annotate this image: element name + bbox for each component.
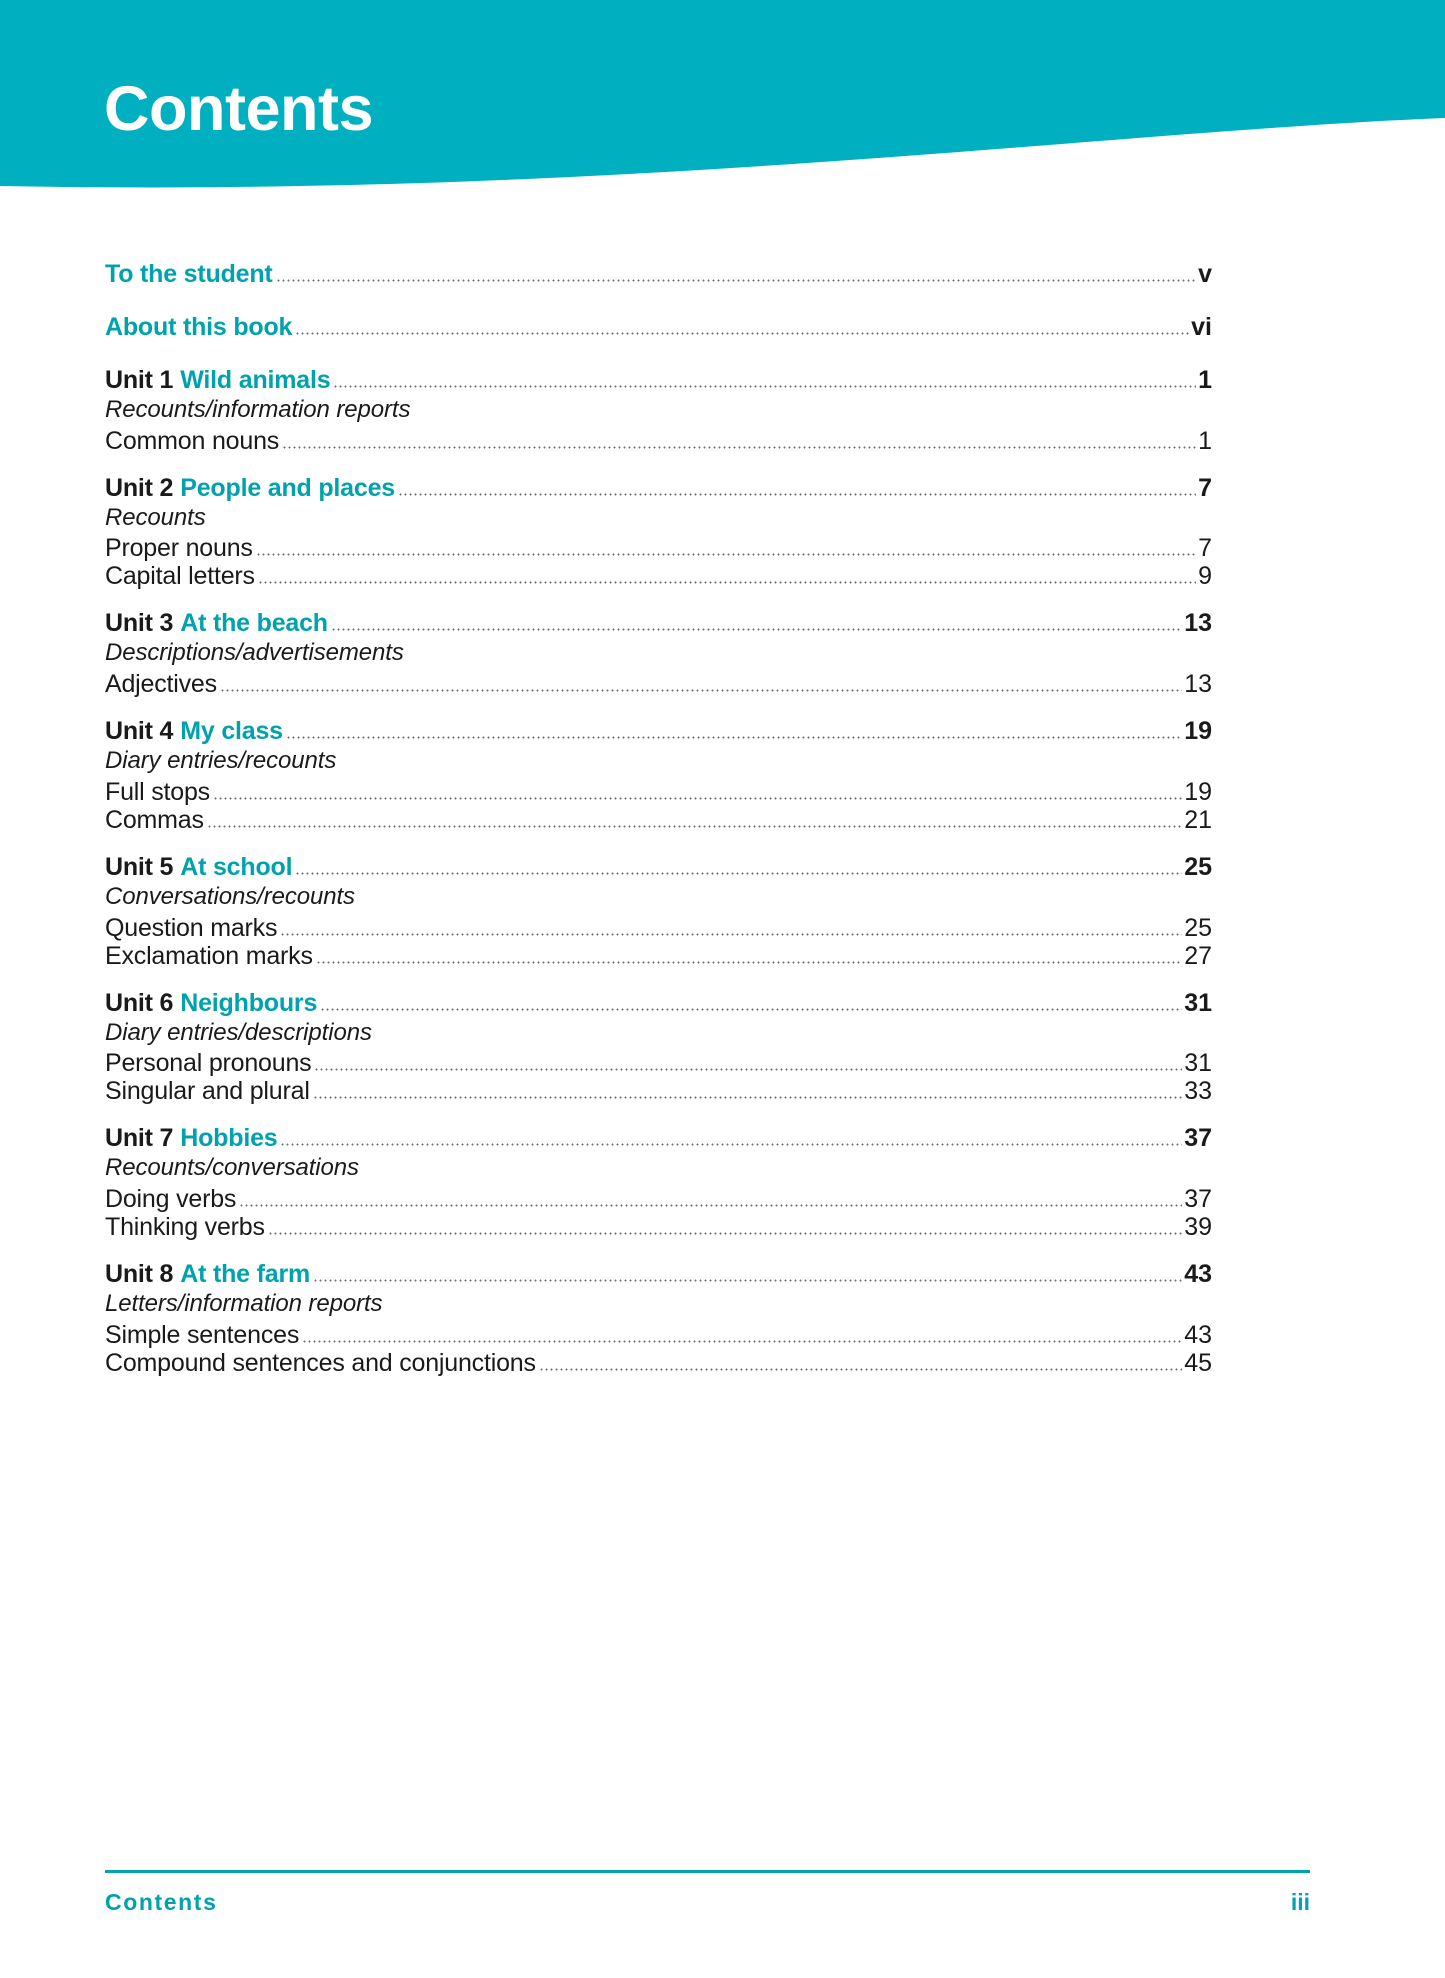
toc-entry-label: About this book (105, 313, 293, 341)
dot-leader (239, 1203, 1182, 1208)
dot-leader (398, 492, 1196, 497)
topic-page: 13 (1184, 670, 1212, 699)
unit-number: Unit 6 (105, 988, 174, 1017)
dot-leader (320, 1007, 1182, 1012)
unit-title: People and places (180, 473, 395, 502)
unit-title: At the farm (180, 1260, 311, 1289)
unit-number: Unit 3 (105, 609, 174, 638)
unit-page: 7 (1198, 473, 1212, 502)
unit-block (105, 852, 1212, 970)
topic-label: Singular and plural (105, 1077, 310, 1106)
topic-label: Common nouns (105, 426, 280, 455)
unit-title: Hobbies (180, 1124, 278, 1153)
unit-heading-label (105, 988, 318, 1017)
unit-page: 1 (1198, 366, 1212, 394)
topic-row[interactable] (105, 536, 1212, 561)
topic-row[interactable] (105, 1320, 1212, 1349)
topic-row[interactable] (105, 1187, 1212, 1212)
topic-page: 37 (1184, 1185, 1212, 1214)
dot-leader (314, 1067, 1182, 1072)
topic-label: Doing verbs (105, 1185, 237, 1214)
topic-page: 9 (1198, 562, 1212, 591)
topic-label: Capital letters (105, 562, 255, 591)
dot-leader (213, 796, 1182, 801)
unit-heading-label (105, 719, 283, 744)
unit-block (105, 1262, 1212, 1376)
dot-leader (280, 1142, 1182, 1147)
dot-leader (256, 552, 1196, 557)
unit-block (105, 368, 1212, 454)
topic-page: 33 (1184, 1077, 1212, 1106)
unit-genre: Diary entries/descriptions (105, 1018, 372, 1046)
page-footer (105, 1870, 1310, 1916)
topic-label: Question marks (105, 913, 278, 942)
unit-title: At school (180, 852, 293, 881)
dot-leader (220, 688, 1182, 693)
unit-heading-label (105, 1262, 310, 1287)
unit-block (105, 988, 1212, 1106)
footer-content (105, 1889, 1310, 1916)
unit-heading-row[interactable] (105, 852, 1212, 881)
dot-leader (313, 1278, 1182, 1283)
unit-genre: Diary entries/recounts (105, 747, 337, 775)
unit-number: Unit 1 (105, 366, 174, 394)
unit-genre: Recounts/conversations (105, 1154, 359, 1182)
topic-label: Simple sentences (105, 1320, 300, 1349)
unit-heading-row[interactable] (105, 611, 1212, 636)
unit-title: My class (180, 717, 283, 746)
unit-page: 13 (1184, 609, 1212, 638)
topic-page: 19 (1184, 777, 1212, 806)
dot-leader (268, 1231, 1182, 1236)
dot-leader (331, 627, 1182, 632)
topic-label: Personal pronouns (105, 1049, 312, 1078)
topic-row[interactable] (105, 777, 1212, 806)
unit-genre: Letters/information reports (105, 1290, 383, 1318)
unit-number: Unit 5 (105, 852, 174, 881)
header-banner (0, 0, 1445, 230)
dot-leader (302, 1339, 1182, 1344)
topic-page: 39 (1184, 1213, 1212, 1242)
unit-number: Unit 4 (105, 717, 174, 746)
dot-leader (316, 960, 1182, 965)
dot-leader (258, 580, 1196, 585)
unit-genre: Descriptions/advertisements (105, 639, 404, 667)
unit-heading-row[interactable] (105, 368, 1212, 393)
unit-number: Unit 2 (105, 473, 174, 502)
unit-title: At the beach (180, 609, 328, 638)
toc-entry-page: v (1198, 260, 1212, 288)
unit-genre: Recounts/information reports (105, 396, 411, 423)
toc-entry-front-matter[interactable] (105, 315, 1212, 340)
unit-heading-row[interactable] (105, 988, 1212, 1017)
topic-label: Full stops (105, 777, 210, 806)
dot-leader (295, 871, 1182, 876)
topic-label: Proper nouns (105, 534, 253, 563)
unit-block (105, 473, 1212, 591)
topic-page: 1 (1198, 426, 1212, 455)
footer-page-number: iii (1290, 1889, 1310, 1915)
topic-page: 21 (1184, 805, 1212, 834)
topic-row[interactable] (105, 672, 1212, 697)
unit-heading-label (105, 473, 395, 502)
topic-page: 7 (1198, 534, 1212, 563)
table-of-contents (105, 262, 1212, 1376)
topic-label: Thinking verbs (105, 1213, 265, 1242)
topic-label: Commas (105, 805, 204, 834)
footer-divider (105, 1870, 1310, 1873)
toc-entry-page: vi (1191, 313, 1212, 341)
unit-heading-row[interactable] (105, 1126, 1212, 1151)
topic-row[interactable] (105, 941, 1212, 970)
unit-title: Neighbours (180, 988, 318, 1017)
unit-block (105, 1126, 1212, 1240)
unit-number: Unit 8 (105, 1260, 174, 1289)
topic-label: Exclamation marks (105, 941, 313, 970)
unit-page: 43 (1184, 1260, 1212, 1289)
unit-genre: Recounts (105, 503, 206, 531)
unit-page: 25 (1184, 852, 1212, 881)
unit-genre: Conversations/recounts (105, 882, 355, 910)
dot-leader (286, 735, 1182, 740)
unit-heading-row[interactable] (105, 719, 1212, 744)
unit-block (105, 719, 1212, 833)
dot-leader (280, 932, 1182, 937)
topic-row[interactable] (105, 1215, 1212, 1240)
topic-row[interactable] (105, 426, 1212, 455)
topic-row[interactable] (105, 1079, 1212, 1104)
unit-block (105, 611, 1212, 697)
dot-leader (282, 445, 1196, 450)
topic-page: 25 (1184, 913, 1212, 942)
unit-title: Wild animals (180, 366, 331, 394)
toc-entry-label: To the student (105, 260, 273, 288)
unit-page: 31 (1184, 988, 1212, 1017)
unit-page: 37 (1184, 1124, 1212, 1153)
dot-leader (313, 1095, 1183, 1100)
unit-number: Unit 7 (105, 1124, 174, 1153)
unit-heading-row[interactable] (105, 1262, 1212, 1287)
topic-page: 43 (1184, 1320, 1212, 1349)
topic-row[interactable] (105, 564, 1212, 589)
page-title: Contents (104, 74, 373, 144)
topic-row[interactable] (105, 805, 1212, 834)
dot-leader (276, 278, 1197, 283)
topic-label: Adjectives (105, 670, 217, 699)
unit-heading-label (105, 852, 293, 881)
topic-page: 27 (1184, 941, 1212, 970)
topic-row[interactable] (105, 913, 1212, 942)
topic-row[interactable] (105, 1051, 1212, 1076)
dot-leader (207, 824, 1182, 829)
dot-leader (295, 331, 1189, 336)
topic-row[interactable] (105, 1348, 1212, 1377)
unit-heading-row[interactable] (105, 473, 1212, 502)
unit-heading-label (105, 1126, 277, 1151)
unit-heading-label (105, 611, 328, 636)
unit-page: 19 (1184, 717, 1212, 746)
topic-page: 45 (1184, 1348, 1212, 1377)
dot-leader (539, 1367, 1182, 1372)
toc-entry-front-matter[interactable] (105, 262, 1212, 287)
topic-label: Compound sentences and conjunctions (105, 1348, 536, 1377)
dot-leader (333, 384, 1196, 389)
footer-section-label: Contents (105, 1889, 218, 1915)
topic-page: 31 (1184, 1049, 1212, 1078)
unit-heading-label (105, 368, 330, 393)
